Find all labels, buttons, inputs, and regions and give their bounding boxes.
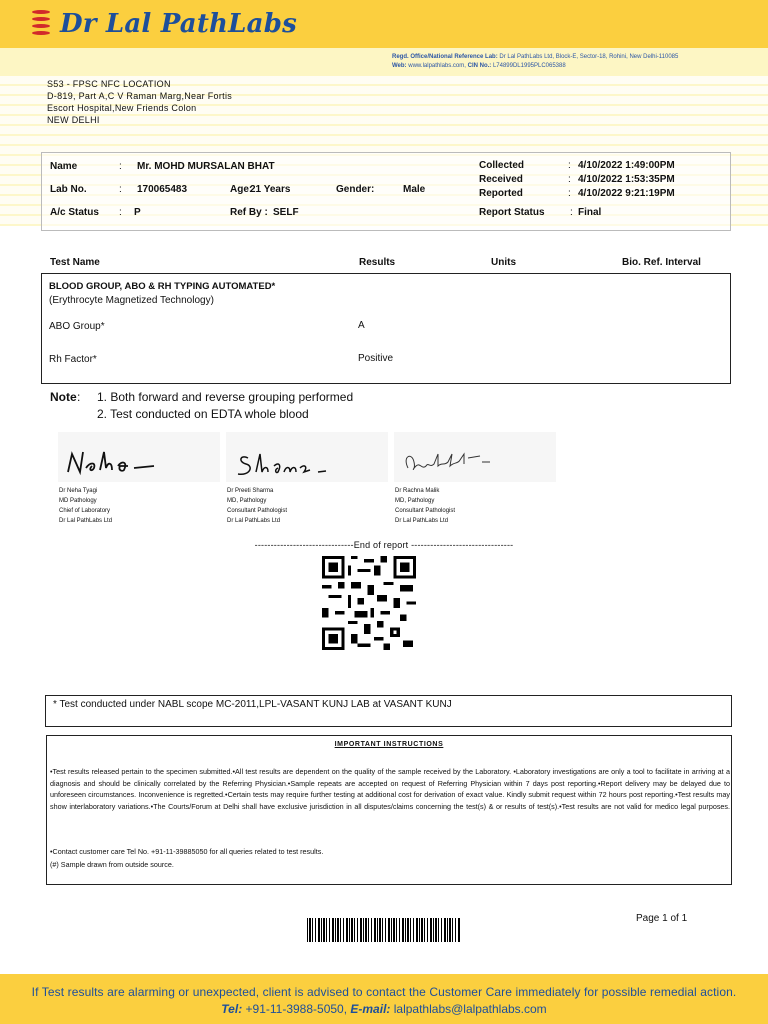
received-value: 4/10/2022 1:53:35PM xyxy=(578,174,675,185)
qr-code xyxy=(318,556,420,650)
colon: : xyxy=(119,161,122,172)
instructions-title: IMPORTANT INSTRUCTIONS xyxy=(334,741,444,748)
results-table xyxy=(41,273,731,384)
brand-name: Dr Lal PathLabs xyxy=(60,9,297,39)
signatory-org: Dr Lal PathLabs Ltd xyxy=(59,518,113,524)
age-value: 21 Years xyxy=(250,184,291,195)
collected-value: 4/10/2022 1:49:00PM xyxy=(578,160,675,171)
col-test-name: Test Name xyxy=(50,257,100,268)
collected-label: Collected xyxy=(479,160,525,171)
office-info-bar xyxy=(0,48,768,76)
signatory-1 xyxy=(59,486,112,526)
address-line: D-819, Part A,C V Raman Marg,Near Fortis xyxy=(47,91,233,101)
test-method: (Erythrocyte Magnetized Technology) xyxy=(49,295,214,306)
patient-name: Mr. MOHD MURSALAN BHAT xyxy=(137,161,275,172)
footer-advisory: If Test results are alarming or unexpected, client is advised to contact the Customer Care immediately for possible remedial action. xyxy=(31,985,737,999)
email-link[interactable]: lalpathlabs@lalpathlabs.com xyxy=(390,1002,547,1016)
signatory-degree: MD, Pathology xyxy=(227,498,267,504)
gender-label: Gender: xyxy=(336,184,375,195)
signatory-name: Dr Rachna Malik xyxy=(395,488,440,494)
tel-value: +91-11-3988-5050, xyxy=(242,1002,351,1016)
note-item: 1. Both forward and reverse grouping performed xyxy=(97,390,354,404)
brand-logo xyxy=(30,8,297,40)
note-colon: : xyxy=(77,390,81,404)
result-row-name: ABO Group* xyxy=(49,321,105,332)
result-row-value: A xyxy=(358,320,365,331)
colon: : xyxy=(570,207,573,218)
signatory-name: Dr Preeti Sharma xyxy=(227,488,274,494)
signature-image xyxy=(58,432,220,482)
signatory-3 xyxy=(395,486,455,526)
address-line: S53 - FPSC NFC LOCATION xyxy=(47,79,171,89)
tel-label: Tel: xyxy=(221,1002,243,1016)
lab-address xyxy=(47,78,232,126)
instructions-body: •Test results released pertain to the specimen submitted.•All test results are dependent on the quality of the sample received by the Laboratory. •Laboratory investigations are only a tool to facilitate in arriving at a diagnosis and should be clinically correlated by the Referring Physician.•Sample repeats are accepted on request of Referring Physician within 7 days post reporting.•Report delivery may be delayed due to unforeseen circumstances. Inconvenience is regretted.•Certain tests may require further testing at additional cost for derivation of exact value. Kindly submit request within 72 hours post reporting.•Test results may show interlaboratory variations.•The Courts/Forum at Delhi shall have exclusive jurisdiction in all disputes/claims concerning the test(s) & or results of test(s).•Test results are not valid for medico legal purposes. xyxy=(50,767,730,811)
reported-label: Reported xyxy=(479,188,523,199)
page-number: Page 1 of 1 xyxy=(636,913,688,924)
signature-image xyxy=(226,432,388,482)
reported-value: 4/10/2022 9:21:19PM xyxy=(578,188,675,199)
ac-status-label: A/c Status xyxy=(50,207,99,218)
labno-label: Lab No. xyxy=(50,184,87,195)
ac-status-value: P xyxy=(134,207,141,218)
age-label: Age: xyxy=(230,184,253,195)
report-status-value: Final xyxy=(578,207,602,218)
note-label: Note xyxy=(50,390,77,404)
footer-bar xyxy=(0,974,768,1024)
ref-by-label: Ref By : xyxy=(230,207,268,218)
signatory-name: Dr Neha Tyagi xyxy=(59,488,98,494)
regd-office-line: Regd. Office/National Reference Lab: Dr Lal PathLabs Ltd, Block-E, Sector-18, Rohini, New Delhi-110085 xyxy=(392,54,679,60)
colon: : xyxy=(568,174,571,185)
address-line: NEW DELHI xyxy=(47,115,100,125)
dna-logo-icon xyxy=(30,8,52,40)
col-units: Units xyxy=(491,257,516,268)
colon: : xyxy=(119,184,122,195)
barcode xyxy=(307,918,461,942)
signatory-degree: MD, Pathology xyxy=(395,498,435,504)
patient-details-box xyxy=(41,152,731,231)
signatory-role: Consultant Pathologist xyxy=(227,508,288,514)
col-results: Results xyxy=(359,257,396,268)
address-line: Escort Hospital,New Friends Colon xyxy=(47,103,197,113)
web-cin-line: Web: www.lalpathlabs.com, CIN No.: L74899DL1995PLC065388 xyxy=(392,63,566,69)
nabl-scope-note: * Test conducted under NABL scope MC-2011,LPL-VASANT KUNJ LAB at VASANT KUNJ xyxy=(45,695,732,727)
signatory-degree: MD Pathology xyxy=(59,498,97,504)
signatory-org: Dr Lal PathLabs Ltd xyxy=(395,518,449,524)
end-of-report: -------------------------------End of report -------------------------------- xyxy=(254,540,514,550)
report-status-label: Report Status xyxy=(479,207,545,218)
header-bar xyxy=(0,0,768,48)
signatory-2 xyxy=(227,486,287,526)
ref-by-value: SELF xyxy=(273,207,299,218)
footer-contact xyxy=(0,1002,768,1016)
result-row-name: Rh Factor* xyxy=(49,354,97,365)
colon: : xyxy=(119,207,122,218)
gender-value: Male xyxy=(403,184,426,195)
colon: : xyxy=(568,188,571,199)
signatory-role: Consultant Pathologist xyxy=(395,508,456,514)
test-title: BLOOD GROUP, ABO & RH TYPING AUTOMATED* xyxy=(49,281,276,292)
instructions-outside-source: (#) Sample drawn from outside source. xyxy=(50,860,174,869)
email-label: E-mail: xyxy=(350,1002,391,1016)
received-label: Received xyxy=(479,174,523,185)
important-instructions xyxy=(46,735,732,885)
lab-number: 170065483 xyxy=(137,184,188,195)
name-label: Name xyxy=(50,161,78,172)
result-row-value: Positive xyxy=(358,353,394,364)
col-bio-ref: Bio. Ref. Interval xyxy=(622,257,701,268)
signatory-role: Chief of Laboratory xyxy=(59,508,111,514)
colon: : xyxy=(568,160,571,171)
instructions-contact: •Contact customer care Tel No. +91-11-39885050 for all queries related to test results. xyxy=(50,847,324,856)
signature-image xyxy=(394,432,556,482)
note-item: 2. Test conducted on EDTA whole blood xyxy=(97,407,309,421)
signatory-org: Dr Lal PathLabs Ltd xyxy=(227,518,281,524)
